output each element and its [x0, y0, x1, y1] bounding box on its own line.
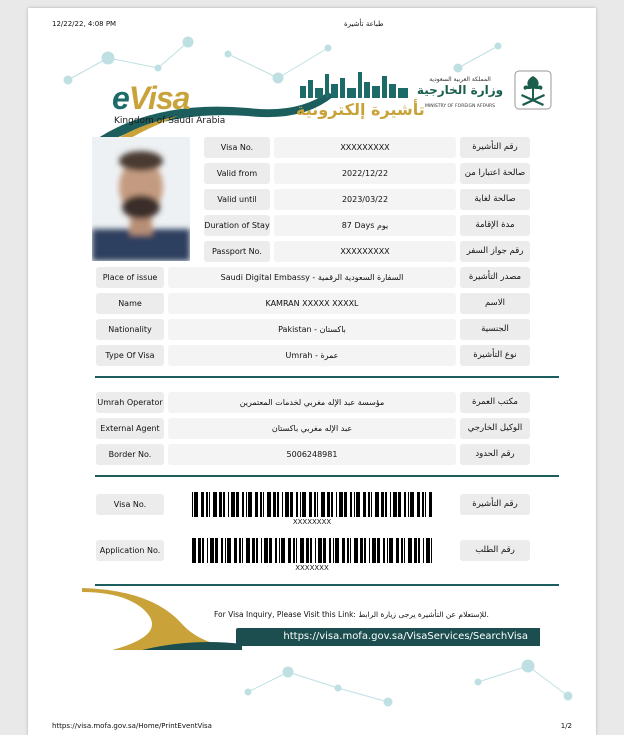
visa-number-barcode	[192, 492, 432, 517]
border-no-label-ar: رقم الحدود	[460, 444, 530, 465]
city-skyline-icon	[300, 70, 408, 98]
border-no-label: Border No.	[96, 444, 164, 465]
umrah-operator-label-ar: مكتب العمرة	[460, 392, 530, 413]
name-label-ar: الاسم	[460, 293, 530, 314]
evisa-subtitle: Kingdom of Saudi Arabia	[114, 116, 226, 126]
ministry-name-arabic: المملكة العربية السعودية وزارة الخارجية	[416, 76, 504, 97]
visa-page	[28, 8, 596, 735]
application-no-label: Application No.	[96, 540, 164, 561]
valid-from-label-ar: صالحة اعتبارا من	[460, 163, 530, 184]
umrah-operator-label: Umrah Operator	[96, 392, 164, 413]
valid-until-label-ar: صالحة لغاية	[460, 189, 530, 210]
valid-until-value: 2023/03/22	[274, 189, 456, 210]
external-agent-label-ar: الوكيل الخارجي	[460, 418, 530, 439]
name-value: KAMRAN XXXXX XXXXL	[168, 293, 456, 314]
visa-type-label-ar: نوع التأشيرة	[460, 345, 530, 366]
visa-no-label: Visa No.	[204, 137, 270, 158]
barcode-visa-no-label-ar: رقم التأشيرة	[460, 494, 530, 515]
print-title: طباعة تأشيرة	[344, 20, 384, 28]
arabic-evisa-title: تأشيرة إلكترونية	[296, 100, 425, 119]
place-of-issue-label-ar: مصدر التأشيرة	[460, 267, 530, 288]
visa-no-label-ar: رقم التأشيرة	[460, 137, 530, 158]
nationality-value: Pakistan - باكستان	[168, 319, 456, 340]
nationality-label-ar: الجنسية	[460, 319, 530, 340]
external-agent-label: External Agent	[96, 418, 164, 439]
nationality-label: Nationality	[96, 319, 164, 340]
umrah-operator-value: مؤسسة عبد الإله مغربي لخدمات المعتمرين	[168, 392, 456, 413]
visa-type-value: Umrah - عمرة	[168, 345, 456, 366]
visa-inquiry-text: For Visa Inquiry, Please Visit this Link: للإستعلام عن التأشيرة يرجى زيارة الرابط.	[214, 610, 489, 619]
application-no-label-ar: رقم الطلب	[460, 540, 530, 561]
print-date: 12/22/22, 4:08 PM	[52, 20, 117, 28]
valid-from-value: 2022/12/22	[274, 163, 456, 184]
section-divider	[95, 475, 559, 477]
visa-type-label: Type Of Visa	[96, 345, 164, 366]
duration-value: 87 Days يوم	[274, 215, 456, 236]
section-divider	[95, 376, 559, 378]
passport-no-value: XXXXXXXXX	[274, 241, 456, 262]
valid-from-label: Valid from	[204, 163, 270, 184]
duration-label: Duration of Stay	[204, 215, 270, 236]
place-of-issue-value: Saudi Digital Embassy - السفارة السعودية الرقمية	[168, 267, 456, 288]
application-number-barcode	[192, 538, 432, 563]
saudi-emblem-icon	[514, 70, 552, 110]
passport-no-label: Passport No.	[204, 241, 270, 262]
decorative-network-bottom	[228, 652, 596, 716]
holder-photo	[92, 137, 190, 261]
application-number-barcode-text: XXXXXXX	[295, 564, 329, 572]
visa-inquiry-link[interactable]: https://visa.mofa.gov.sa/VisaServices/SearchVisa	[236, 628, 540, 646]
passport-no-label-ar: رقم جواز السفر	[460, 241, 530, 262]
visa-number-barcode-text: XXXXXXXX	[292, 518, 332, 526]
external-agent-value: عبد الإله مغربي باكستان	[168, 418, 456, 439]
valid-until-label: Valid until	[204, 189, 270, 210]
footer-url: https://visa.mofa.gov.sa/Home/PrintEventVisa	[52, 722, 212, 730]
border-no-value: 5006248981	[168, 444, 456, 465]
visa-no-value: XXXXXXXXX	[274, 137, 456, 158]
place-of-issue-label: Place of issue	[96, 267, 164, 288]
ministry-name-english: MINISTRY OF FOREIGN AFFAIRS	[424, 104, 496, 109]
evisa-logo: eVisa	[112, 80, 190, 116]
name-label: Name	[96, 293, 164, 314]
page-number: 1/2	[560, 722, 572, 730]
barcode-visa-no-label: Visa No.	[96, 494, 164, 515]
duration-label-ar: مدة الإقامة	[460, 215, 530, 236]
